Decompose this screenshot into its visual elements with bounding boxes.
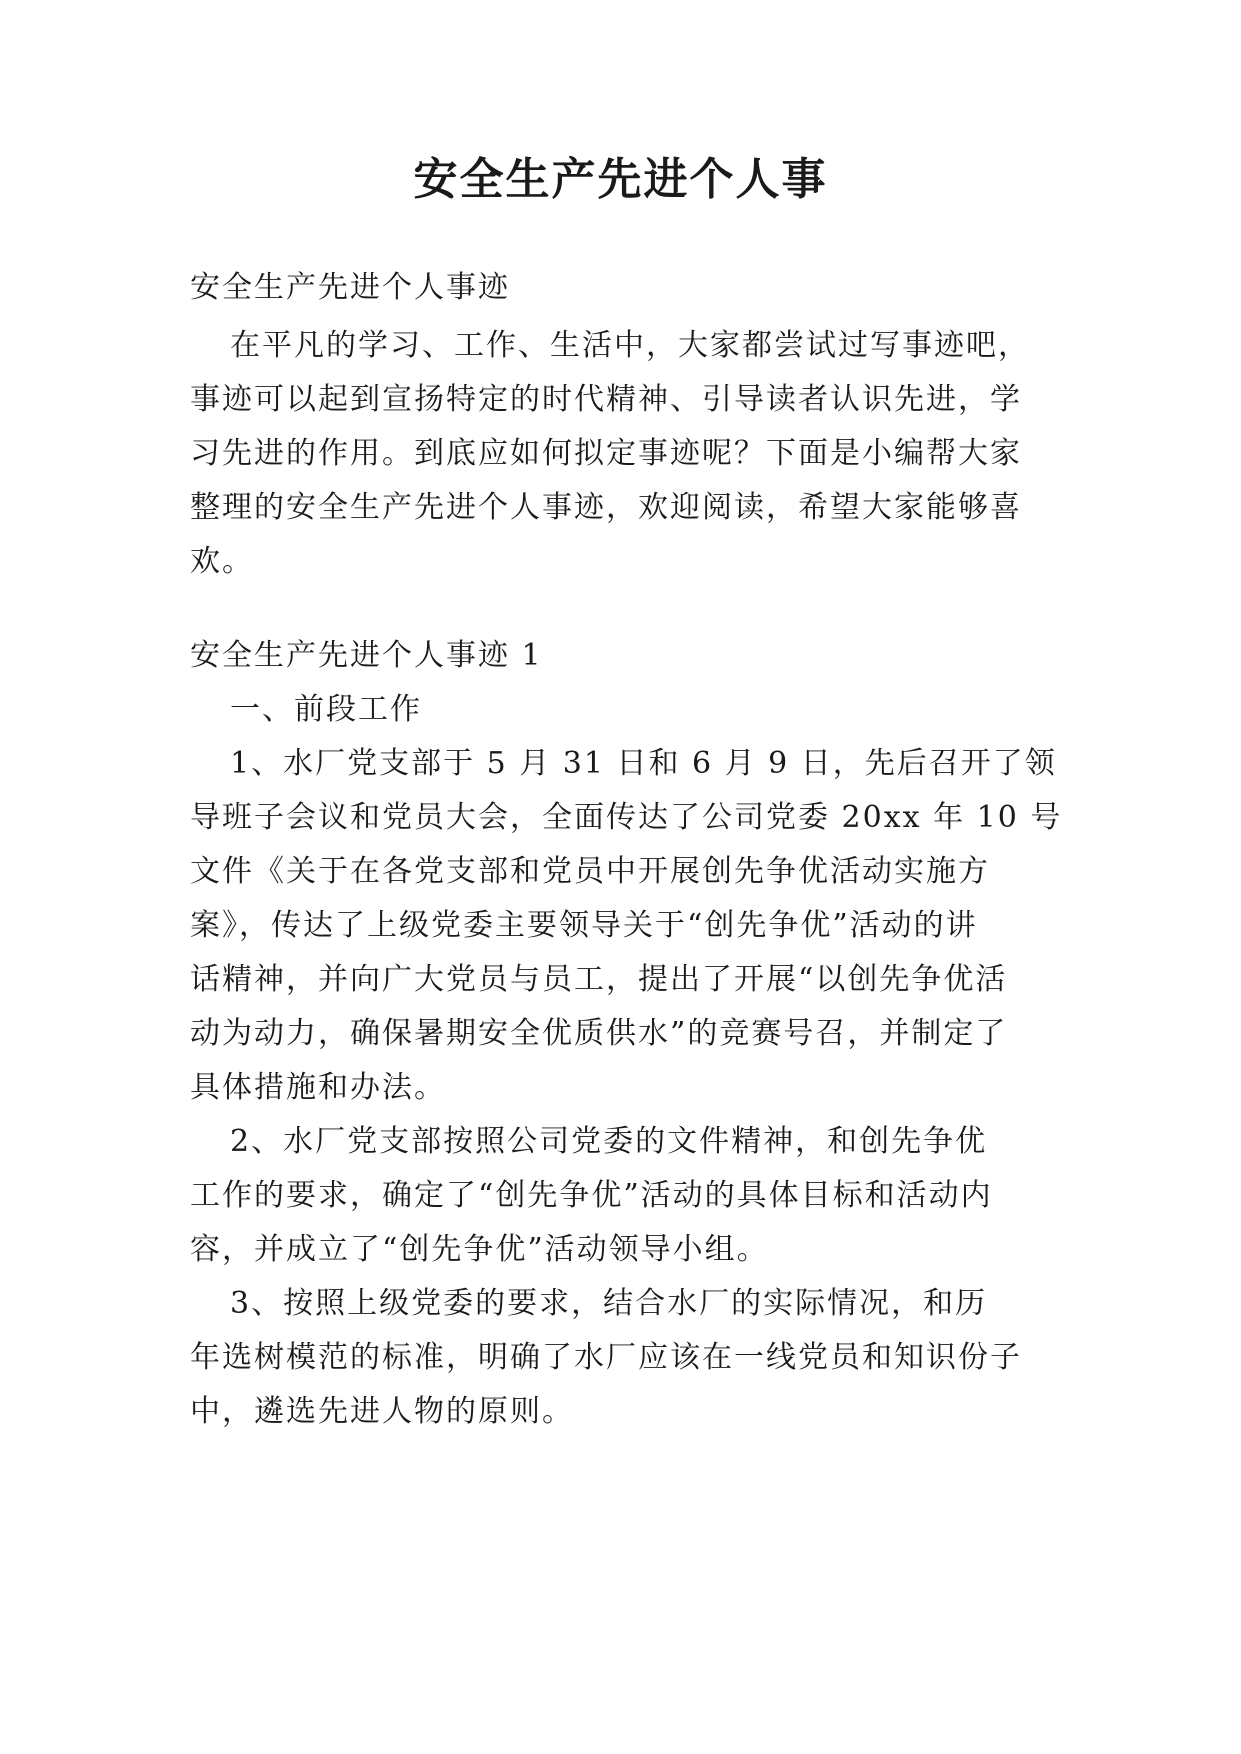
intro-line-5: 欢。	[190, 544, 254, 579]
item1-line-4: 案》，传达了上级党委主要领导关于“创先争优”活动的讲	[190, 908, 978, 943]
item1-line-3: 文件《关于在各党支部和党员中开展创先争优活动实施方	[190, 854, 990, 889]
item3-line-1: 3、按照上级党委的要求，结合水厂的实际情况，和历	[230, 1286, 988, 1321]
item1-line-7: 具体措施和办法。	[190, 1070, 446, 1105]
intro-line-2: 事迹可以起到宣扬特定的时代精神、引导读者认识先进，学	[190, 382, 1022, 417]
item3-line-2: 年选树模范的标准，明确了水厂应该在一线党员和知识份子	[190, 1340, 1022, 1375]
part1-heading: 一、前段工作	[230, 692, 422, 727]
intro-line-1: 在平凡的学习、工作、生活中，大家都尝试过写事迹吧，	[230, 328, 1030, 363]
item1-line-1: 1、水厂党支部于 5 月 31 日和 6 月 9 日，先后召开了领	[230, 746, 1057, 781]
item3-line-3: 中，遴选先进人物的原则。	[190, 1394, 574, 1429]
item1-line-2: 导班子会议和党员大会，全面传达了公司党委 20xx 年 10 号	[190, 800, 1063, 835]
document-subtitle: 安全生产先进个人事迹	[190, 270, 510, 305]
document-title: 安全生产先进个人事	[413, 154, 828, 205]
item2-line-1: 2、水厂党支部按照公司党委的文件精神，和创先争优	[230, 1124, 988, 1159]
section1-heading: 安全生产先进个人事迹 1	[190, 638, 543, 673]
item1-line-5: 话精神，并向广大党员与员工，提出了开展“以创先争优活	[190, 962, 1008, 997]
item1-line-6: 动为动力，确保暑期安全优质供水”的竞赛号召，并制定了	[190, 1016, 1008, 1051]
item2-line-2: 工作的要求，确定了“创先争优”活动的具体目标和活动内	[190, 1178, 993, 1213]
intro-line-4: 整理的安全生产先进个人事迹，欢迎阅读，希望大家能够喜	[190, 490, 1022, 525]
intro-line-3: 习先进的作用。到底应如何拟定事迹呢？下面是小编帮大家	[190, 436, 1022, 471]
item2-line-3: 容，并成立了“创先争优”活动领导小组。	[190, 1232, 769, 1267]
